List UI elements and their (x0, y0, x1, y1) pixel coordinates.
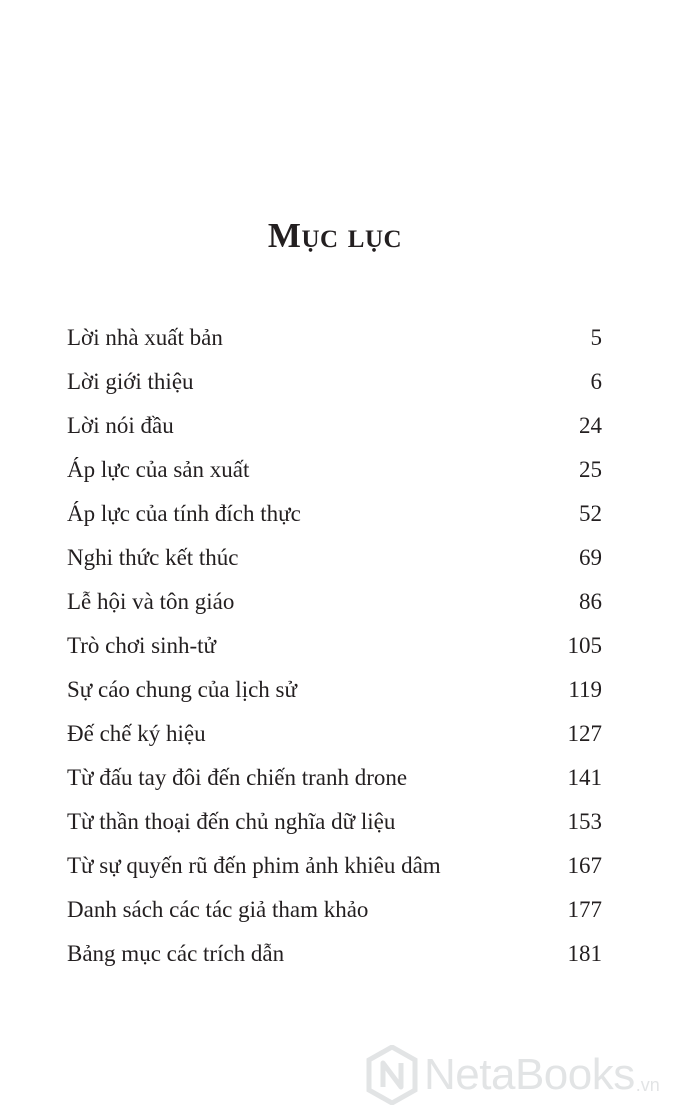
toc-entry-title: Lễ hội và tôn giáo (67, 589, 235, 614)
toc-entry-title: Bảng mục các trích dẫn (67, 941, 285, 966)
toc-entry-page-number: 24 (579, 413, 602, 438)
toc-entry-page-number: 52 (579, 501, 602, 526)
toc-entry-page-number: 25 (579, 457, 602, 482)
toc-entry-title: Trò chơi sinh-tử (67, 633, 217, 658)
watermark-suffix: .vn (635, 1075, 660, 1095)
toc-entry-page-number: 119 (568, 677, 602, 702)
table-of-contents (67, 320, 602, 980)
toc-entry-title: Từ sự quyến rũ đến phim ảnh khiêu dâm (67, 853, 441, 878)
toc-entry-title: Lời giới thiệu (67, 369, 194, 394)
toc-entry (67, 364, 602, 408)
toc-entry-page-number: 153 (567, 809, 602, 834)
toc-entry (67, 672, 602, 716)
toc-entry (67, 628, 602, 672)
toc-entry-title: Từ đấu tay đôi đến chiến tranh drone (67, 765, 408, 790)
toc-entry (67, 804, 602, 848)
toc-entry-title: Đế chế ký hiệu (67, 721, 206, 746)
toc-entry-page-number: 127 (567, 721, 602, 746)
toc-entry-page-number: 181 (567, 941, 602, 966)
toc-entry (67, 320, 602, 364)
toc-entry-page-number: 5 (590, 325, 602, 350)
toc-entry (67, 760, 602, 804)
toc-entry (67, 584, 602, 628)
toc-entry-page-number: 177 (567, 897, 602, 922)
toc-entry-title: Từ thần thoại đến chủ nghĩa dữ liệu (67, 809, 396, 834)
toc-entry (67, 892, 602, 936)
watermark (366, 1042, 696, 1108)
toc-entry (67, 848, 602, 892)
toc-entry-title: Danh sách các tác giả tham khảo (67, 897, 369, 922)
toc-entry-title: Áp lực của tính đích thực (67, 501, 301, 526)
toc-entry-title: Sự cáo chung của lịch sử (67, 677, 297, 702)
toc-entry (67, 452, 602, 496)
toc-entry (67, 936, 602, 980)
toc-entry (67, 540, 602, 584)
toc-entry-page-number: 141 (567, 765, 602, 790)
toc-entry-title: Lời nói đầu (67, 413, 174, 438)
toc-entry-title: Nghi thức kết thúc (67, 545, 239, 570)
toc-entry-title: Lời nhà xuất bản (67, 325, 223, 350)
toc-entry (67, 496, 602, 540)
toc-entry-page-number: 6 (590, 369, 602, 394)
netabooks-logo-icon (366, 1045, 418, 1105)
toc-entry (67, 408, 602, 452)
toc-entry-page-number: 167 (567, 853, 602, 878)
toc-entry-title: Áp lực của sản xuất (67, 457, 250, 482)
toc-entry (67, 716, 602, 760)
toc-entry-page-number: 69 (579, 545, 602, 570)
watermark-brand: NetaBooks (424, 1050, 635, 1099)
toc-entry-page-number: 105 (567, 633, 602, 658)
page-title: Mục lục (267, 216, 403, 256)
toc-entry-page-number: 86 (579, 589, 602, 614)
